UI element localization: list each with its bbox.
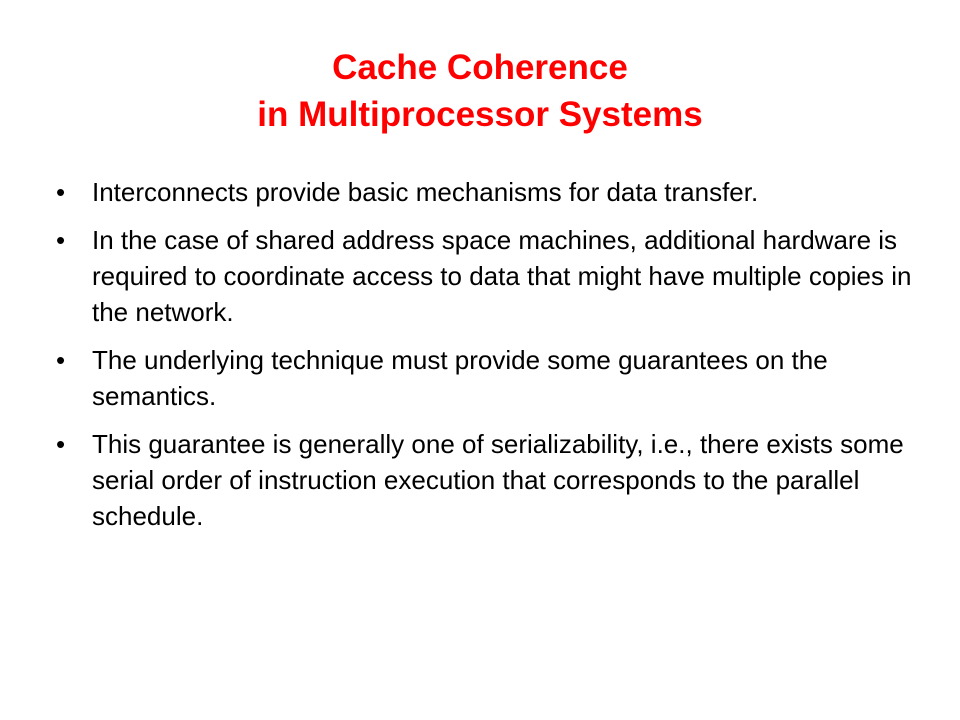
slide-title (60, 44, 900, 138)
bullet-dot-icon: • (56, 225, 66, 255)
bullet-text: In the case of shared address space machines, additional hardware is required to coordinate access to data that might have multiple copies in the network. (92, 225, 912, 327)
bullet-item (56, 222, 916, 330)
bullet-text: This guarantee is generally one of serializability, i.e., there exists some serial order of instruction execution that corresponds to the parallel schedule. (92, 429, 904, 531)
title-line-2: in Multiprocessor Systems (257, 95, 703, 134)
bullet-item (56, 174, 916, 210)
bullet-list (56, 174, 916, 546)
bullet-text: The underlying technique must provide some guarantees on the semantics. (92, 345, 828, 411)
bullet-item (56, 342, 916, 414)
title-line-1: Cache Coherence (332, 48, 628, 87)
bullet-dot-icon: • (56, 429, 66, 459)
bullet-item (56, 426, 916, 534)
bullet-dot-icon: • (56, 177, 66, 207)
bullet-text: Interconnects provide basic mechanisms for data transfer. (92, 177, 759, 207)
bullet-dot-icon: • (56, 345, 66, 375)
